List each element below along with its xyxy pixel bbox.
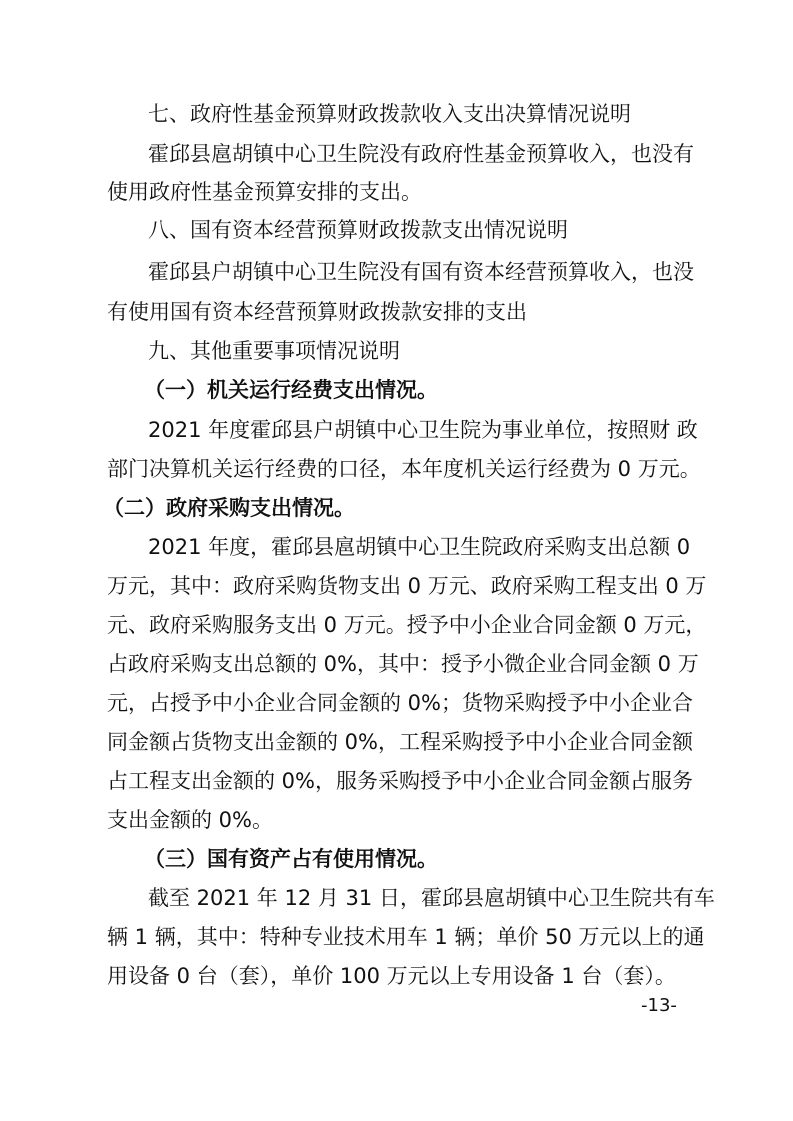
subsection-2-line-8: 支出金额的 0%。 — [107, 808, 273, 832]
page-number: -13- — [641, 995, 677, 1016]
subsection-3-line-2: 辆 1 辆，其中：特种专业技术用车 1 辆；单价 50 万元以上的通 — [107, 925, 705, 949]
subsection-2-line-1: 2021 年度，霍邱县扈胡镇中心卫生院政府采购支出总额 0 — [148, 535, 691, 559]
section-7-line-1: 霍邱县扈胡镇中心卫生院没有政府性基金预算收入，也没有 — [148, 142, 694, 166]
subsection-3-line-3: 用设备 0 台（套），单价 100 万元以上专用设备 1 台（套）。 — [107, 964, 676, 988]
subsection-2-line-3: 元、政府采购服务支出 0 万元。授予中小企业合同金额 0 万元， — [107, 613, 707, 637]
section-8-heading: 八、国有资本经营预算财政拨款支出情况说明 — [148, 218, 568, 242]
subsection-3-heading: （三）国有资产占有使用情况。 — [144, 847, 438, 871]
section-8-line-1: 霍邱县户胡镇中心卫生院没有国有资本经营预算收入，也没 — [148, 260, 694, 284]
section-8-line-2: 有使用国有资本经营预算财政拨款安排的支出 — [107, 300, 527, 324]
section-9-heading: 九、其他重要事项情况说明 — [148, 339, 400, 363]
subsection-1-line-2: 部门决算机关运行经费的口径，本年度机关运行经费为 0 万元。 — [107, 457, 701, 481]
subsection-2-line-2: 万元，其中：政府采购货物支出 0 万元、政府采购工程支出 0 万 — [107, 574, 707, 598]
subsection-1-heading: （一）机关运行经费支出情况。 — [144, 378, 438, 402]
section-7-heading: 七、政府性基金预算财政拨款收入支出决算情况说明 — [148, 102, 631, 126]
subsection-3-line-1: 截至 2021 年 12 月 31 日，霍邱县扈胡镇中心卫生院共有车 — [148, 886, 715, 910]
section-7-line-2: 使用政府性基金预算安排的支出。 — [107, 180, 422, 204]
subsection-2-line-7: 占工程支出金额的 0%，服务采购授予中小企业合同金额占服务 — [107, 769, 693, 793]
subsection-1-line-1: 2021 年度霍邱县户胡镇中心卫生院为事业单位，按照财 政 — [148, 418, 698, 442]
subsection-2-line-4: 占政府采购支出总额的 0%，其中：授予小微企业合同金额 0 万 — [107, 652, 699, 676]
subsection-2-line-5: 元，占授予中小企业合同金额的 0%；货物采购授予中小企业合 — [107, 691, 693, 715]
subsection-2-line-6: 同金额占货物支出金额的 0%，工程采购授予中小企业合同金额 — [107, 730, 693, 754]
subsection-2-heading: （二）政府采购支出情况。 — [103, 496, 355, 520]
